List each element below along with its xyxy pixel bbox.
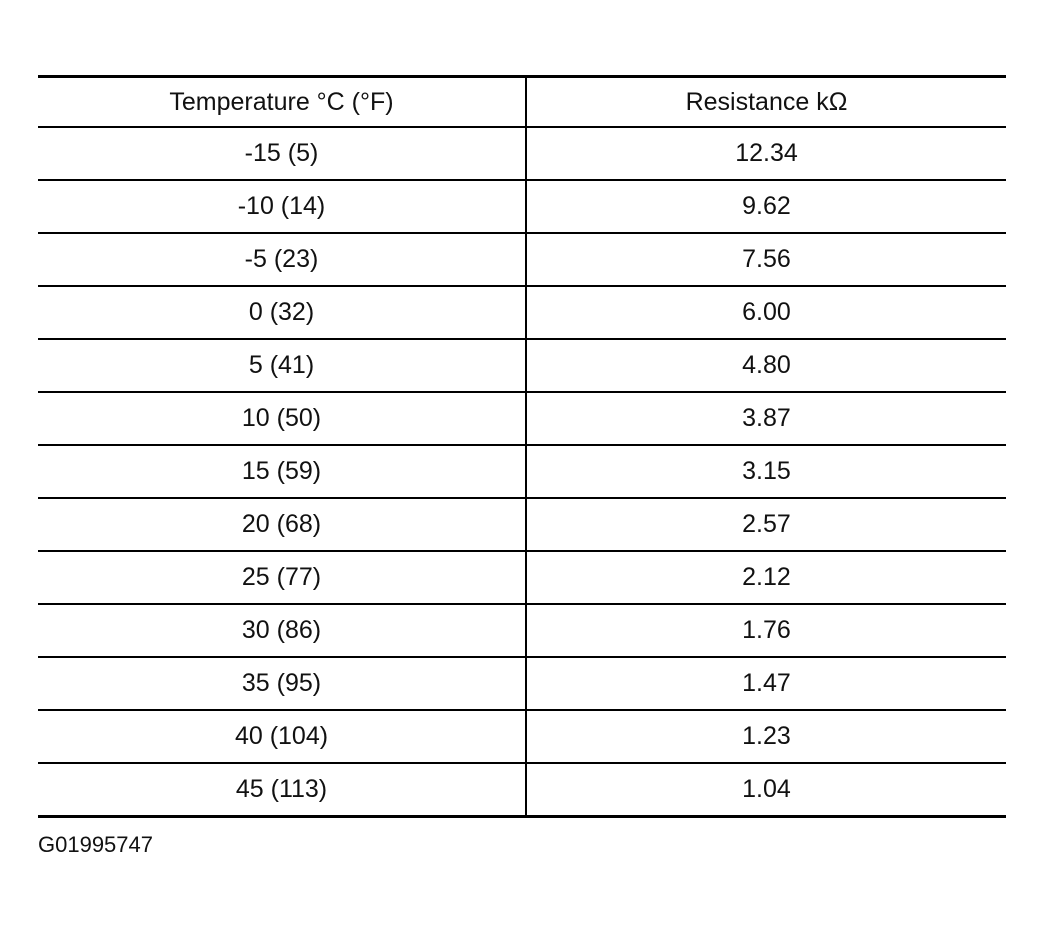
temperature-cell: 15 (59) [38,445,526,498]
figure-id-label: G01995747 [38,832,153,857]
temperature-cell: 45 (113) [38,763,526,817]
table-row [38,551,1006,604]
resistance-cell: 1.76 [526,604,1006,657]
temperature-cell: 30 (86) [38,604,526,657]
resistance-column-header: Resistance kΩ [526,77,1006,128]
resistance-cell: 3.15 [526,445,1006,498]
resistance-table-container [38,75,1006,818]
table-row [38,763,1006,817]
temperature-resistance-table [38,75,1006,818]
resistance-cell: 12.34 [526,127,1006,180]
resistance-cell: 1.04 [742,775,791,803]
temperature-cell: 10 (50) [38,392,526,445]
resistance-cell: 2.12 [526,551,1006,604]
table-row [38,233,1006,286]
table-row [38,339,1006,392]
temperature-cell: 5 (41) [38,339,526,392]
resistance-cell: 9.62 [526,180,1006,233]
table-row [38,180,1006,233]
temperature-column-header: Temperature °C (°F) [38,77,526,128]
table-row [38,604,1006,657]
table-row [38,286,1006,339]
table-row [38,498,1006,551]
table-row [38,710,1006,763]
resistance-cell: 6.00 [526,286,1006,339]
table-row [38,392,1006,445]
temperature-cell: 20 (68) [38,498,526,551]
resistance-cell: 7.56 [526,233,1006,286]
temperature-cell: 25 (77) [38,551,526,604]
temperature-cell: 40 (104) [38,710,526,763]
resistance-cell: 1.47 [526,657,1006,710]
resistance-cell: 3.87 [526,392,1006,445]
table-body [38,127,1006,817]
resistance-cell: 2.57 [526,498,1006,551]
temperature-cell: -15 (5) [38,127,526,180]
table-row [38,445,1006,498]
table-header-row [38,77,1006,128]
temperature-cell: -10 (14) [38,180,526,233]
temperature-cell: -5 (23) [38,233,526,286]
resistance-cell: 4.80 [526,339,1006,392]
temperature-cell: 35 (95) [38,657,526,710]
temperature-cell: 0 (32) [38,286,526,339]
table-row [38,127,1006,180]
resistance-cell: 1.23 [526,710,1006,763]
table-row [38,657,1006,710]
